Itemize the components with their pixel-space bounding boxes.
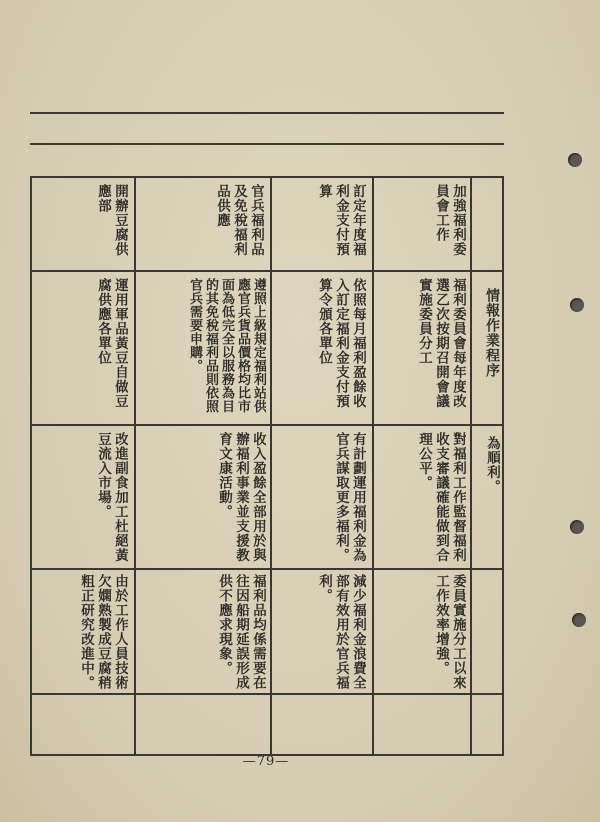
- table-line: [372, 176, 374, 756]
- table-cell: 依照每月福利盈餘收入訂定福利金支付預算令頒各單位: [316, 278, 366, 409]
- table-cell: 委員實施分工以來工作效率增強。: [433, 574, 466, 690]
- table-cell: 減少福利金浪費全部有效用於官兵福利。: [316, 574, 366, 690]
- binder-hole: [568, 153, 582, 167]
- binder-hole: [570, 298, 584, 312]
- table-cell: 運用軍品黃豆自做豆腐供應各單位: [95, 278, 128, 409]
- table-cell: 官兵福利品及免稅福利品供應: [214, 184, 264, 257]
- side-note: 為順利。: [484, 436, 500, 494]
- table-cell: 對福利工作監督福利收支審議確能做到合理公平。: [416, 432, 466, 563]
- table-cell: 開辦豆腐供應部: [95, 184, 128, 257]
- table-cell: 加強福利委員會工作: [433, 184, 466, 257]
- table-cell: 福利委員會每年度改選乙次按期召開會議實施委員分工: [416, 278, 466, 409]
- table-cell: 由於工作人員技術欠嫻熟製成豆腐稍粗正研究改進中。: [78, 574, 128, 690]
- table-line: [30, 270, 504, 272]
- table-cell: 改進副食加工杜絕黃豆流入市場。: [95, 432, 128, 563]
- table-cell: 有計劃運用福利金為官兵謀取更多福利。: [333, 432, 366, 563]
- top-rule-2: [30, 143, 504, 145]
- table-line: [30, 176, 32, 756]
- table-line: [134, 176, 136, 756]
- table-cell: 收入盈餘全部用於與辦福利事業並支援教育文康活動。: [216, 432, 266, 563]
- side-header: 情報作業程序: [484, 288, 500, 378]
- page-number: —79—: [242, 754, 290, 769]
- table-line: [30, 568, 504, 570]
- table-line: [270, 176, 272, 756]
- binder-hole: [572, 613, 586, 627]
- binder-hole: [570, 520, 584, 534]
- table-line: [30, 693, 504, 695]
- top-rule-1: [30, 112, 504, 114]
- table-cell: 訂定年度福利金支付預算: [316, 184, 366, 257]
- table-line: [30, 424, 504, 426]
- table-cell: 福利品均係需要在往因船期延誤形成供不應求現象。: [216, 574, 266, 690]
- table-line: [502, 176, 504, 756]
- table-line: [470, 176, 472, 756]
- table-line: [30, 176, 504, 178]
- table-cell: 遵照上級規定福利站供應官兵貨品價格均比市面為低完全以服務為目的其免稅福利品則依照官兵需要申購。: [187, 278, 266, 413]
